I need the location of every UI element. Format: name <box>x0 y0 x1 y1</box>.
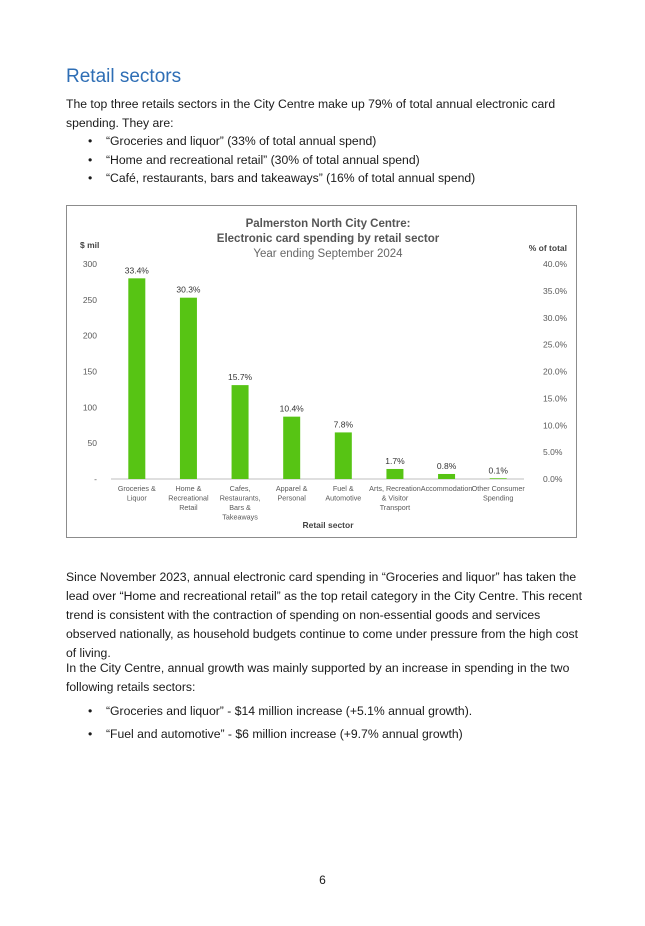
list-item: • “Café, restaurants, bars and takeaways” (16% of total annual spend) <box>66 169 475 188</box>
bar <box>232 385 249 479</box>
data-label: 0.1% <box>488 465 508 476</box>
category-label: Arts, Recreation <box>369 484 421 493</box>
chart-canvas <box>67 206 578 539</box>
chart-subtitle: Year ending September 2024 <box>253 248 403 260</box>
category-label: Apparel & <box>275 484 308 493</box>
category-label: Other Consumer <box>471 484 525 493</box>
chart-title-line2: Electronic card spending by retail sector <box>216 233 440 245</box>
category-label: Transport <box>379 503 411 512</box>
top-sectors-list <box>66 132 475 188</box>
y2-tick-label: 35.0% <box>543 285 568 296</box>
y2-axis-label: % of total <box>528 243 567 253</box>
category-label: Bars & <box>229 503 251 512</box>
y2-tick-label: 20.0% <box>543 366 568 377</box>
category-label: Takeaways <box>222 512 258 522</box>
intro-paragraph: The top three retails sectors in the City Centre make up 79% of total annual electronic card spending. They are: <box>66 97 556 130</box>
category-label: Cafes, <box>229 484 251 493</box>
y-tick-label: 200 <box>82 330 97 341</box>
category-label: Restaurants, <box>219 493 261 503</box>
data-label: 15.7% <box>228 372 253 383</box>
bar <box>438 474 455 479</box>
category-label: Personal <box>277 493 306 503</box>
bar <box>283 417 300 479</box>
data-label: 30.3% <box>176 284 201 295</box>
growth-sectors-list <box>66 702 472 743</box>
section-heading: Retail sectors <box>66 66 182 87</box>
chart-title-line1: Palmerston North City Centre: <box>245 218 411 230</box>
category-label: Accommodation <box>420 484 473 493</box>
data-label: 33.4% <box>124 265 149 276</box>
bar <box>128 278 145 479</box>
y-tick-label: 100 <box>82 402 97 413</box>
y-tick-label: 50 <box>87 438 97 449</box>
spending-chart <box>66 205 577 538</box>
bar <box>386 469 403 479</box>
x-axis-label: Retail sector <box>302 520 354 530</box>
page-number: 6 <box>319 873 326 887</box>
y2-tick-label: 10.0% <box>543 420 568 431</box>
list-item: • “Fuel and automotive” - $6 million increase (+9.7% annual growth) <box>66 725 472 744</box>
data-label: 7.8% <box>333 419 353 430</box>
category-label: Automotive <box>325 493 362 503</box>
category-label: Home & <box>175 484 202 493</box>
data-label: 1.7% <box>385 455 405 466</box>
y2-tick-label: 30.0% <box>543 312 568 323</box>
y2-tick-label: 15.0% <box>543 393 568 404</box>
category-label: Retail <box>179 503 198 512</box>
category-label: Spending <box>483 493 514 503</box>
bar <box>335 432 352 479</box>
list-item: • “Groceries and liquor” (33% of total annual spend) <box>66 132 475 151</box>
y2-tick-label: 40.0% <box>543 259 568 269</box>
category-label: Fuel & <box>332 484 354 493</box>
y-tick-label: 150 <box>82 366 97 377</box>
data-label: 0.8% <box>436 460 457 471</box>
y-tick-label: - <box>94 474 97 484</box>
list-item: • “Home and recreational retail” (30% of total annual spend) <box>66 151 475 170</box>
y2-tick-label: 5.0% <box>543 447 563 458</box>
category-label: Recreational <box>168 493 209 503</box>
bar <box>180 298 197 479</box>
trend-paragraph: Since November 2023, annual electronic card spending in “Groceries and liquor” has taken the lead over “Home and recreational retail” as the top retail category in the City Centre. This recent trend is consistent with the contraction of spending on non-essential goods and services observed nationally, as household budgets continue to come under pressure from the high cost of living. <box>66 570 582 660</box>
category-label: & Visitor <box>381 493 409 503</box>
y-axis-label: $ mil <box>80 240 100 250</box>
y2-tick-label: 25.0% <box>543 339 568 350</box>
list-item: • “Groceries and liquor” - $14 million increase (+5.1% annual growth). <box>66 702 472 721</box>
category-label: Liquor <box>126 493 147 503</box>
bar <box>490 478 507 479</box>
y-tick-label: 250 <box>82 294 97 305</box>
data-label: 10.4% <box>279 403 304 414</box>
y-tick-label: 300 <box>82 259 97 269</box>
growth-intro-paragraph: In the City Centre, annual growth was mainly supported by an increase in spending in the two following retails sectors: <box>66 661 570 694</box>
y2-tick-label: 0.0% <box>543 474 563 484</box>
category-label: Groceries & <box>117 484 156 493</box>
